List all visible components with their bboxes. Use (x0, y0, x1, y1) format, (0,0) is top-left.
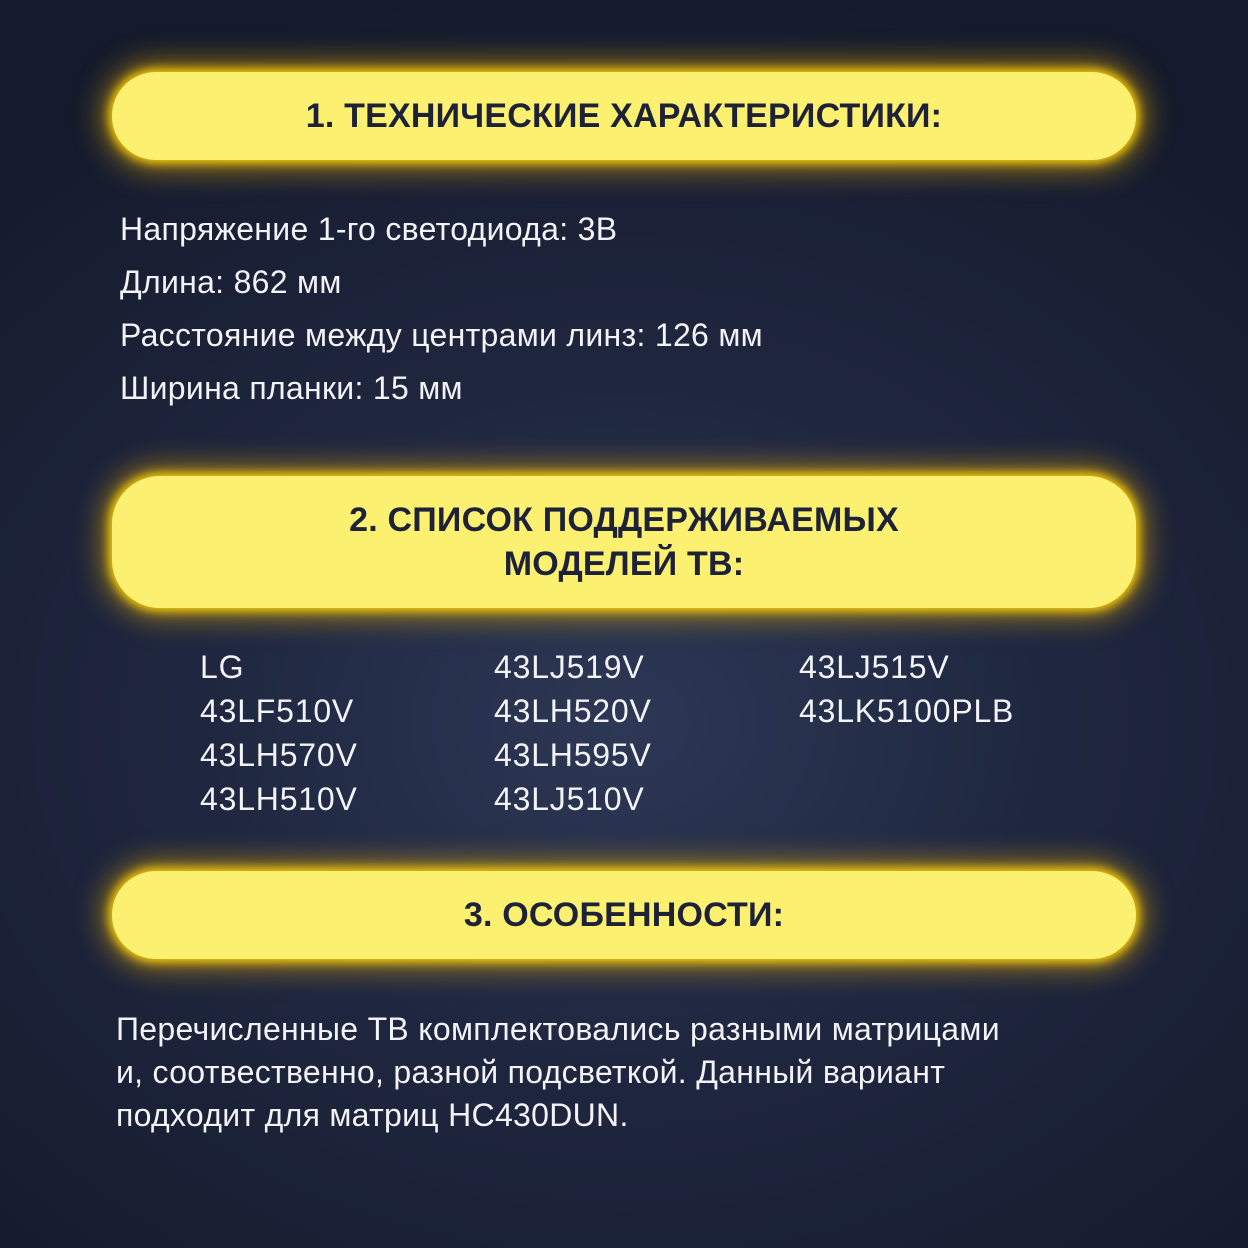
model-item: 43LJ515V (799, 649, 950, 685)
models-column-3 (799, 645, 1014, 733)
model-item: 43LK5100PLB (799, 693, 1015, 729)
model-item: LG (200, 649, 245, 685)
model-item: 43LH570V (200, 737, 358, 773)
model-item: 43LH510V (200, 781, 358, 817)
model-item: 43LJ510V (494, 781, 645, 817)
model-item: 43LF510V (200, 693, 355, 729)
section-header-specs (112, 72, 1136, 160)
spec-item: Ширина планки: 15 мм (120, 370, 463, 406)
model-item: 43LH595V (494, 737, 652, 773)
section-header-models (112, 476, 1136, 608)
section-header-features (112, 871, 1136, 959)
section-title: 3. ОСОБЕННОСТИ: (463, 896, 785, 934)
features-text: Перечисленные ТВ комплектовались разными матрицами и, соотвественно, разной подсветкой. Данный вариант подходит для матриц HC430DUN. (116, 1011, 1000, 1133)
spec-item: Расстояние между центрами линз: 126 мм (120, 317, 763, 353)
spec-item: Длина: 862 мм (120, 264, 342, 300)
models-column-2 (494, 645, 652, 821)
model-item: 43LH520V (494, 693, 652, 729)
section-title: 1. ТЕХНИЧЕСКИЕ ХАРАКТЕРИСТИКИ: (305, 97, 943, 135)
section-title: 2. СПИСОК ПОДДЕРЖИВАЕМЫХ МОДЕЛЕЙ ТВ: (349, 501, 899, 583)
spec-item: Напряжение 1-го светодиода: 3В (120, 211, 618, 247)
models-column-1 (200, 645, 358, 821)
specs-list (120, 203, 763, 415)
model-item: 43LJ519V (494, 649, 645, 685)
